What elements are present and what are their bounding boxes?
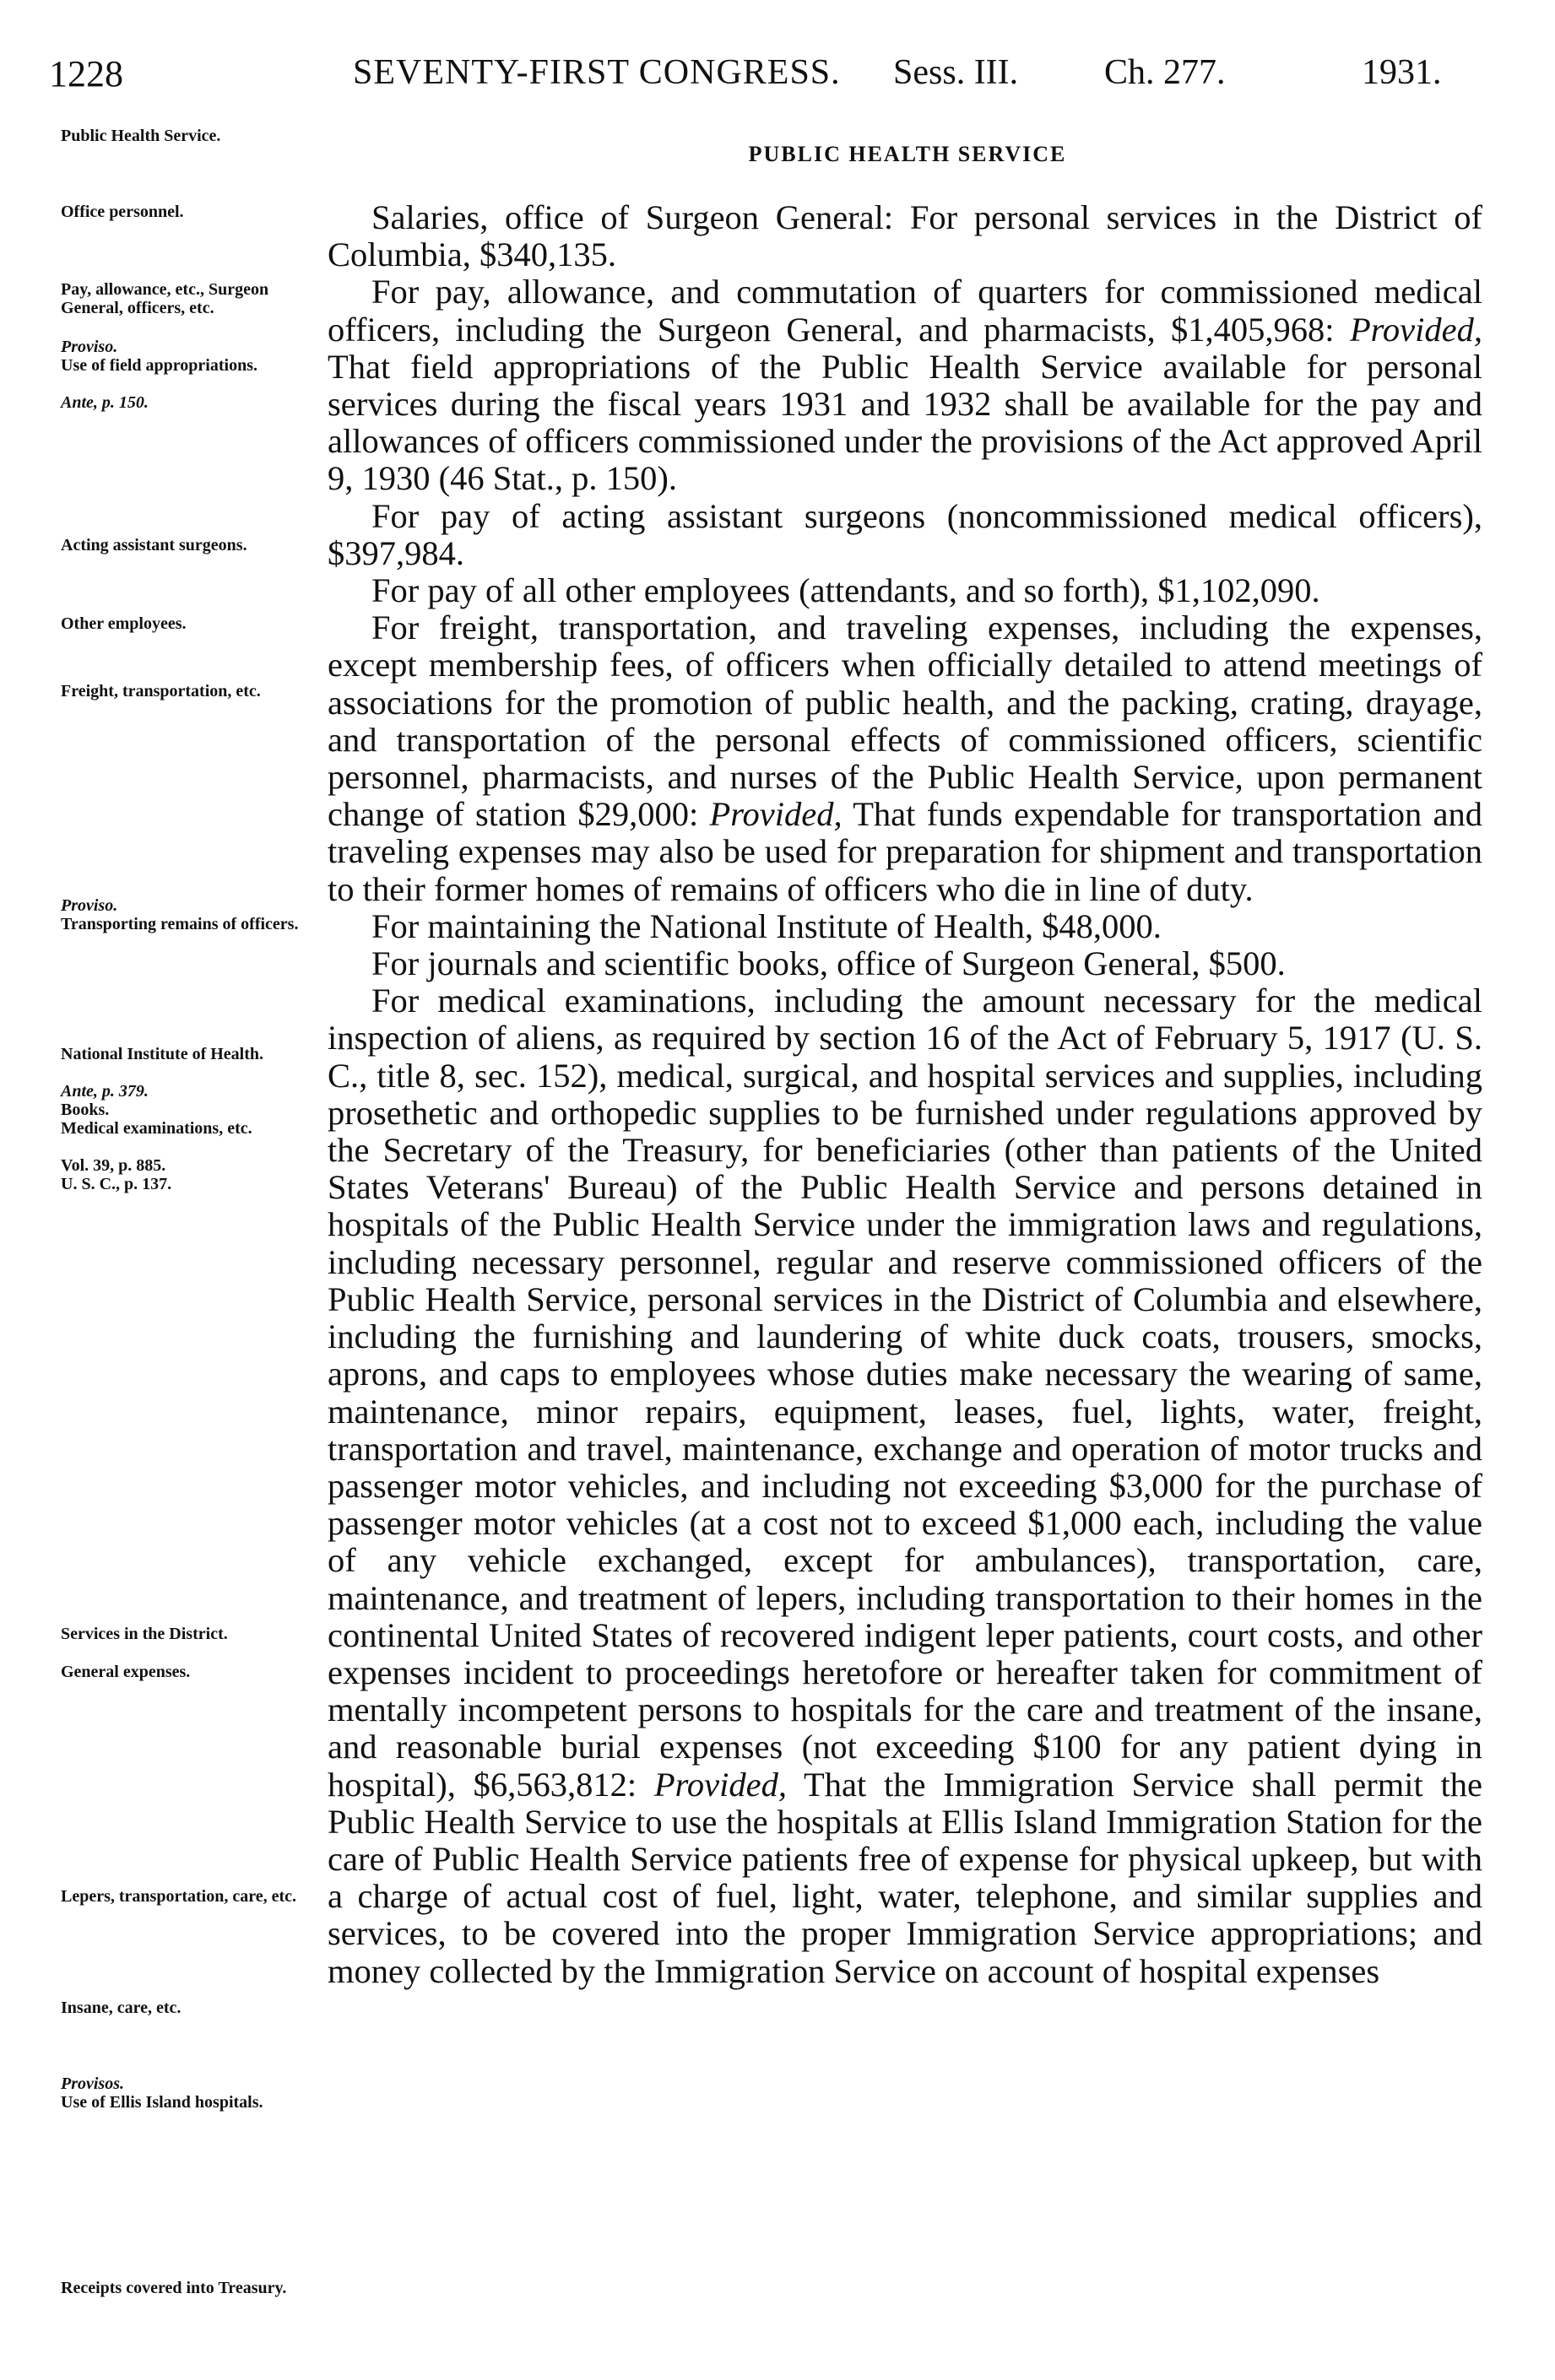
margin-note: Ante, p. 150. [61, 393, 149, 412]
margin-note: Office personnel. [61, 203, 184, 221]
margin-note: Insane, care, etc. [61, 1999, 182, 2017]
statute-text [328, 199, 1482, 1990]
paragraph-acting-surgeons: For pay of acting assistant surgeons (noncommissioned medical officers), $397,984. [328, 496, 1482, 572]
chapter-label: Ch. 277. [1104, 53, 1226, 92]
session-label: Sess. III. [893, 53, 1019, 92]
margin-note: Vol. 39, p. 885. [61, 1156, 166, 1175]
margin-note: Lepers, transportation, care, etc. [61, 1887, 297, 1906]
paragraph-national-institute: For maintaining the National Institute of Health, $48,000. [371, 906, 1162, 945]
margin-note: General expenses. [61, 1663, 191, 1681]
margin-note: Medical examinations, etc. [61, 1119, 252, 1138]
margin-note: Public Health Service. [61, 127, 221, 145]
margin-note: National Institute of Health. [61, 1045, 263, 1063]
margin-note: Use of Ellis Island hospitals. [61, 2093, 263, 2112]
margin-note: U. S. C., p. 137. [61, 1175, 172, 1193]
year-label: 1931. [1362, 53, 1442, 92]
margin-note: Books. [61, 1101, 110, 1119]
paragraph-salaries: Salaries, office of Surgeon General: For personal services in the District of Columbia, $340,135. [328, 198, 1482, 274]
margin-note: Pay, allowance, etc., Surgeon General, officers, etc. [61, 280, 269, 317]
margin-note: Other employees. [61, 614, 187, 633]
margin-note: Freight, transportation, etc. [61, 682, 261, 700]
page-number: 1228 [49, 53, 123, 95]
paragraph-pay-allowance: For pay, allowance, and commutation of quarters for commissioned medical officers, including the Surgeon General, and pharmacists, $1,405,968: Provided, That field appropriations of the Public Health Service available for personal services during the fiscal years 1931 and 1932 shall be available for the pay and allowances of officers commissioned under the provisions of the Act approved April 9, 1930 (46 Stat., p. 150). [328, 273, 1483, 498]
margin-note: Use of field appropriations. [61, 356, 257, 375]
paragraph-medical-examinations: For medical examinations, including the amount necessary for the medical inspection of aliens, as required by section 16 of the Act of February 5, 1917 (U. S. C., title 8, sec. 152), medical, surgical, and hospital services and supplies, including prosethetic and orthopedic supplies to be furnished under regulations approved by the Secretary of the Treasury, for beneficiaries (other than patients of the United States Veterans' Bureau) of the Public Health Service and persons detained in hospitals of the Public Health Service under the immigration laws and regulations, including necessary personnel, regular and reserve commissioned officers of the Public Health Service, personal services in the District of Columbia and elsewhere, including the furnishing and laundering of white duck coats, trousers, smocks, aprons, and caps to employees whose duties make necessary the wearing of same, maintenance, minor repairs, equipment, leases, fuel, lights, water, freight, transportation and travel, maintenance, exchange and operation of motor trucks and passenger motor vehicles, and including not exceeding $3,000 for the purchase of passenger motor vehicles (at a cost not to exceed $1,000 each, including the value of any vehicle exchanged, except for ambulances), transportation, care, maintenance, and treatment of lepers, including transportation to their homes in the continental United States of recovered indigent leper patients, court costs, and other expenses incident to proceedings heretofore or hereafter taken for commitment of mentally incompetent persons to hospitals for the care and treatment of the insane, and reasonable burial expenses (not exceeding $100 for any patient dying in hospital), $6,563,812: Provided, That the Immigration Service shall permit the Public Health Service to use the hospitals at Ellis Island Immigration Station for the care of Public Health Service patients free of expense for physical upkeep, but with a charge of actual cost of fuel, light, water, telephone, and similar supplies and services, to be covered into the proper Immigration Service appropriations; and money collected by the Immigration Service on account of hospital expenses [328, 982, 1482, 1990]
margin-note: Ante, p. 379. [61, 1082, 149, 1101]
margin-note: Services in the District. [61, 1625, 228, 1643]
margin-note: Receipts covered into Treasury. [61, 2279, 287, 2297]
congress-title: SEVENTY-FIRST CONGRESS. [353, 53, 841, 92]
margin-note: Proviso. [61, 338, 118, 356]
margin-note: Proviso. [61, 896, 118, 915]
margin-note: Acting assistant surgeons. [61, 536, 247, 554]
margin-note: Provisos. [61, 2074, 124, 2093]
section-heading: PUBLIC HEALTH SERVICE [748, 142, 1067, 166]
margin-note: Transporting remains of officers. [61, 915, 299, 933]
paragraph-other-employees: For pay of all other employees (attendants, and so forth), $1,102,090. [371, 571, 1320, 610]
margin-notes [61, 0, 331, 2380]
paragraph-freight: For freight, transportation, and traveling expenses, including the expenses, except membership fees, of officers when officially detailed to attend meetings of associations for the promotion of public health, and the packing, crating, drayage, and transportation of the personal effects of commissioned officers, scientific personnel, pharmacists, and nurses of the Public Health Service, upon permanent change of station $29,000: Provided, That funds expendable for transportation and traveling expenses may also be used for preparation for shipment and transportation to their former homes of remains of officers who die in line of duty. [328, 609, 1482, 908]
paragraph-journals: For journals and scientific books, office of Surgeon General, $500. [371, 944, 1286, 983]
